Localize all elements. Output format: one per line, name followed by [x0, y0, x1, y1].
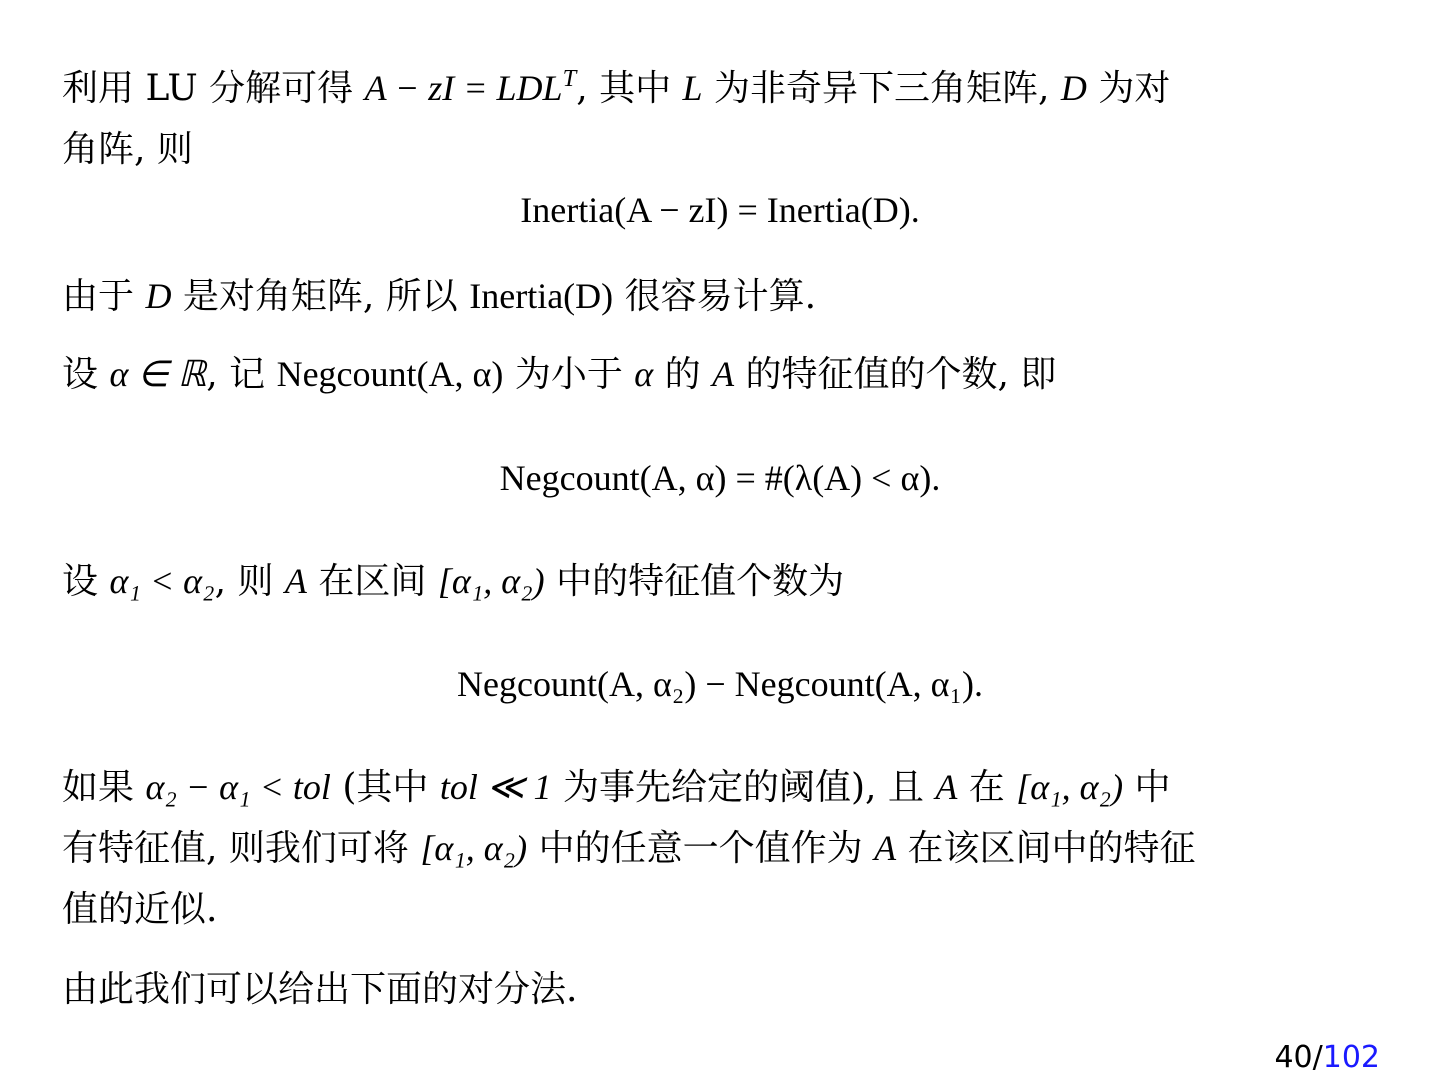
paragraph-lu-decomposition — [62, 58, 1378, 180]
paragraph-negcount-def: 设 α ∈ ℝ, 记 Negcount(A, α) 为小于 α 的 A 的特征值的个数, 即 — [62, 354, 1057, 395]
equation-negcount-difference: Negcount(A, α₂) − Negcount(A, α₁). — [457, 664, 983, 704]
math-D: D — [1060, 68, 1087, 108]
text: , 其中 — [576, 68, 683, 109]
text: 角阵, 则 — [62, 129, 193, 170]
paragraph-tolerance: 如果 α₂ − α₁ < tol (其中 tol ≪ 1 为事先给定的阈值), 且 A 在 [α₁, α₂) 中 有特征值, 则我们可将 [α₁, α₂) 中的任意一个值作为 A 在该区间中的特征 值的近似. — [62, 767, 1196, 930]
math-L: L — [682, 68, 703, 108]
page-total: 102 — [1322, 1040, 1380, 1075]
text: 为对 — [1086, 68, 1171, 109]
page-number — [1274, 1040, 1380, 1075]
equation-negcount: Negcount(A, α) = #(λ(A) < α). — [499, 458, 941, 498]
paragraph-bisection: 由此我们可以给出下面的对分法. — [62, 969, 578, 1010]
text: 为非奇异下三角矩阵, — [702, 68, 1061, 109]
paragraph-diagonal: 由于 D 是对角矩阵, 所以 Inertia(D) 很容易计算. — [62, 276, 817, 317]
page-current: 40/ — [1274, 1040, 1323, 1075]
math-ldl: A − zI = $LDL^T$ — [364, 64, 577, 108]
paragraph-interval: 设 α₁ < α₂, 则 A 在区间 [α₁, α₂) 中的特征值个数为 — [62, 561, 845, 602]
equation-inertia: Inertia(A − zI) = Inertia(D). — [520, 190, 920, 230]
text: 利用 LU 分解可得 — [62, 68, 365, 109]
